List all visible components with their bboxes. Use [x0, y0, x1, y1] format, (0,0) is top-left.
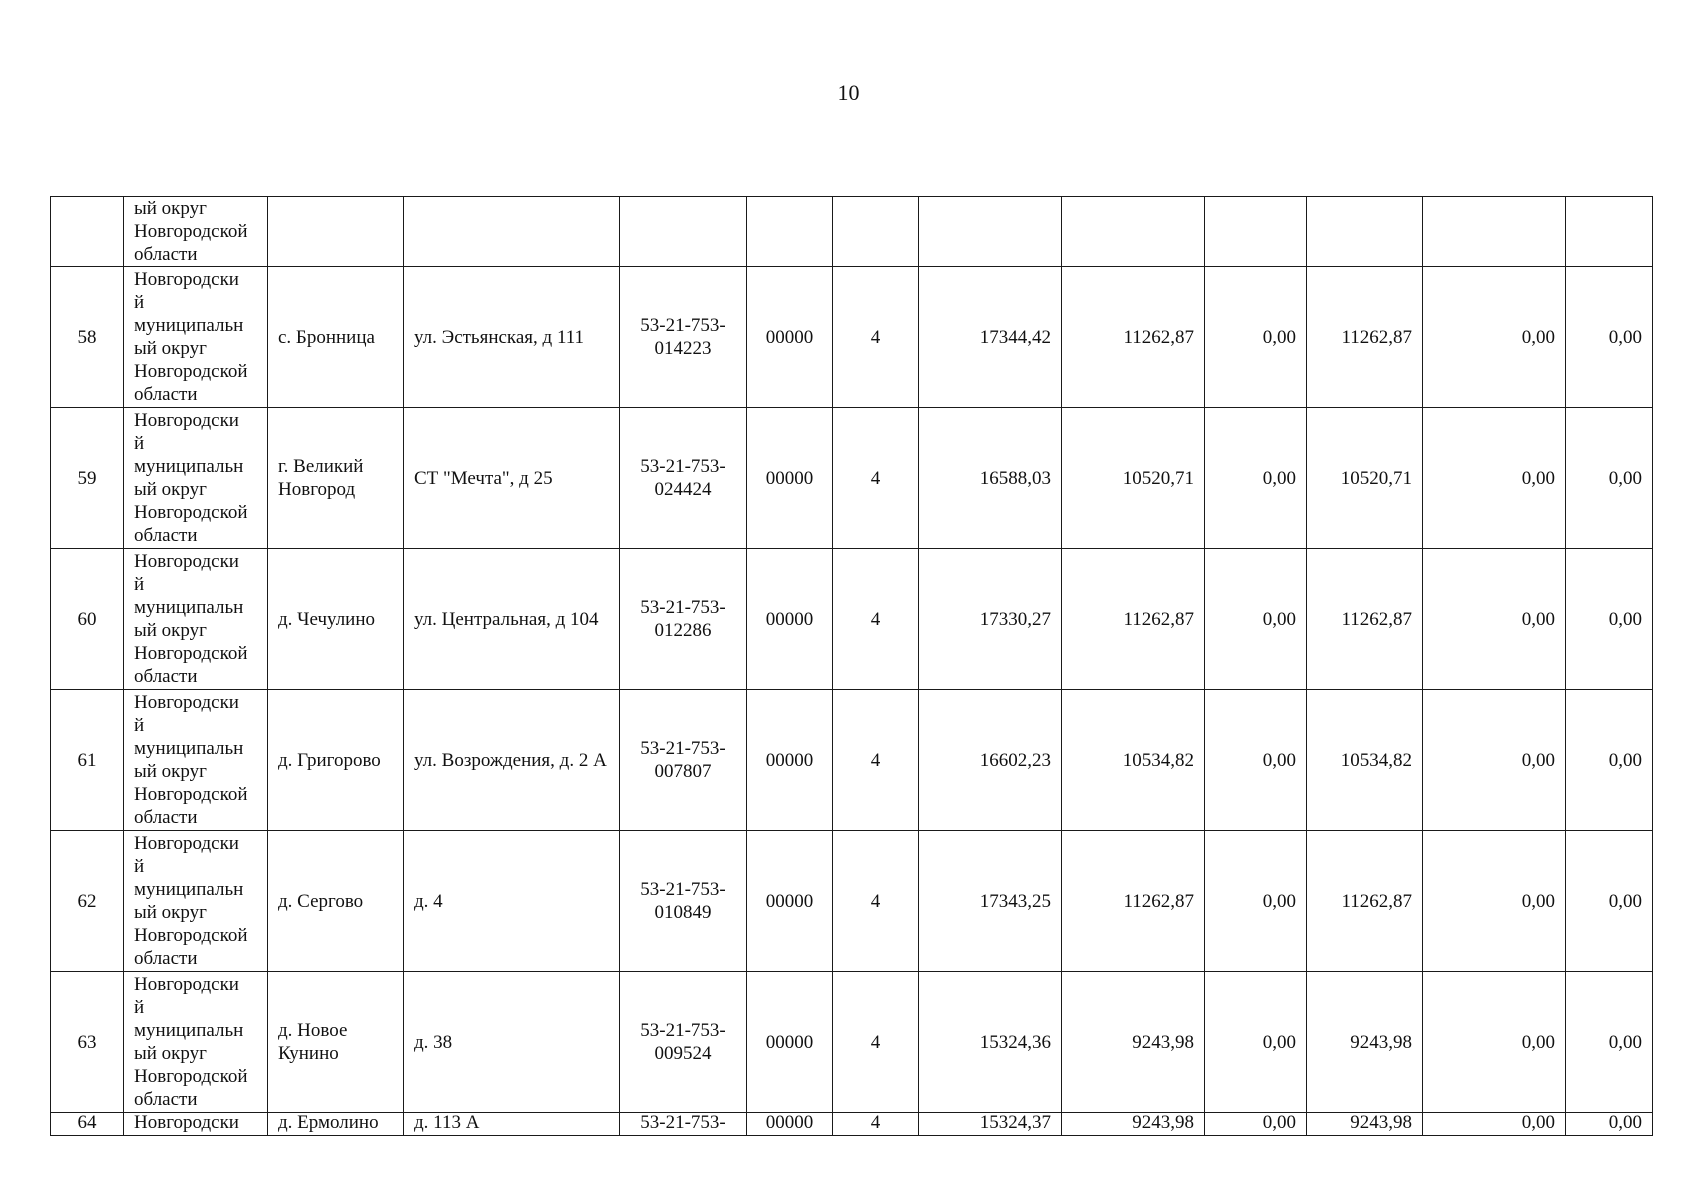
value-cell-1: 16588,03	[919, 408, 1062, 549]
data-table	[50, 196, 1653, 1136]
code-cell	[620, 197, 747, 267]
address-cell	[404, 197, 620, 267]
address-cell: СТ "Мечта", д 25	[404, 408, 620, 549]
municipality-cell: Новгородски	[124, 1113, 268, 1136]
value-cell-3: 0,00	[1205, 549, 1307, 690]
value-cell-6: 0,00	[1566, 831, 1653, 972]
value-cell-3: 0,00	[1205, 1113, 1307, 1136]
address-cell: ул. Эстьянская, д 111	[404, 267, 620, 408]
value-cell-5: 0,00	[1423, 1113, 1566, 1136]
category-cell	[833, 197, 919, 267]
value-cell-5: 0,00	[1423, 549, 1566, 690]
municipality-cell: Новгородски й муниципальн ый округ Новгородской области	[124, 690, 268, 831]
code-cell: 53-21-753-014223	[620, 267, 747, 408]
value-cell-6: 0,00	[1566, 267, 1653, 408]
value-cell-6: 0,00	[1566, 690, 1653, 831]
locality-cell: д. Григорово	[268, 690, 404, 831]
value-cell-5	[1423, 197, 1566, 267]
value-cell-1: 17330,27	[919, 549, 1062, 690]
municipality-cell: Новгородски й муниципальн ый округ Новгородской области	[124, 408, 268, 549]
value-cell-3: 0,00	[1205, 408, 1307, 549]
table-row	[51, 408, 1653, 549]
code-suffix-cell: 00000	[747, 1113, 833, 1136]
table-row	[51, 972, 1653, 1113]
value-cell-2: 9243,98	[1062, 1113, 1205, 1136]
value-cell-2: 10534,82	[1062, 690, 1205, 831]
value-cell-2: 11262,87	[1062, 549, 1205, 690]
address-cell: д. 4	[404, 831, 620, 972]
code-cell: 53-21-753-010849	[620, 831, 747, 972]
address-cell: ул. Возрождения, д. 2 А	[404, 690, 620, 831]
value-cell-4: 11262,87	[1307, 549, 1423, 690]
value-cell-1: 15324,36	[919, 972, 1062, 1113]
value-cell-2	[1062, 197, 1205, 267]
code-suffix-cell: 00000	[747, 972, 833, 1113]
category-cell: 4	[833, 408, 919, 549]
value-cell-3: 0,00	[1205, 690, 1307, 831]
category-cell: 4	[833, 690, 919, 831]
value-cell-5: 0,00	[1423, 972, 1566, 1113]
row-number-cell: 64	[51, 1113, 124, 1136]
row-number-cell: 58	[51, 267, 124, 408]
value-cell-5: 0,00	[1423, 267, 1566, 408]
row-number-cell	[51, 197, 124, 267]
code-cell: 53-21-753-007807	[620, 690, 747, 831]
code-suffix-cell: 00000	[747, 267, 833, 408]
value-cell-1	[919, 197, 1062, 267]
value-cell-3: 0,00	[1205, 267, 1307, 408]
value-cell-3: 0,00	[1205, 831, 1307, 972]
code-cell: 53-21-753-	[620, 1113, 747, 1136]
code-suffix-cell: 00000	[747, 831, 833, 972]
value-cell-1: 16602,23	[919, 690, 1062, 831]
value-cell-1: 17343,25	[919, 831, 1062, 972]
value-cell-6: 0,00	[1566, 549, 1653, 690]
category-cell: 4	[833, 831, 919, 972]
value-cell-4: 10534,82	[1307, 690, 1423, 831]
code-suffix-cell	[747, 197, 833, 267]
value-cell-1: 17344,42	[919, 267, 1062, 408]
table-row	[51, 831, 1653, 972]
address-cell: ул. Центральная, д 104	[404, 549, 620, 690]
code-suffix-cell: 00000	[747, 690, 833, 831]
municipality-cell: Новгородски й муниципальн ый округ Новгородской области	[124, 831, 268, 972]
value-cell-4: 9243,98	[1307, 972, 1423, 1113]
code-cell: 53-21-753-012286	[620, 549, 747, 690]
code-cell: 53-21-753-024424	[620, 408, 747, 549]
locality-cell: д. Сергово	[268, 831, 404, 972]
table-row	[51, 267, 1653, 408]
category-cell: 4	[833, 1113, 919, 1136]
value-cell-5: 0,00	[1423, 408, 1566, 549]
locality-cell: д. Новое Кунино	[268, 972, 404, 1113]
table-row	[51, 549, 1653, 690]
value-cell-4: 9243,98	[1307, 1113, 1423, 1136]
address-cell: д. 38	[404, 972, 620, 1113]
address-cell: д. 113 А	[404, 1113, 620, 1136]
row-number-cell: 60	[51, 549, 124, 690]
category-cell: 4	[833, 267, 919, 408]
locality-cell: с. Бронница	[268, 267, 404, 408]
locality-cell: д. Чечулино	[268, 549, 404, 690]
value-cell-4: 11262,87	[1307, 267, 1423, 408]
table-row	[51, 690, 1653, 831]
value-cell-5: 0,00	[1423, 831, 1566, 972]
locality-cell	[268, 197, 404, 267]
value-cell-4	[1307, 197, 1423, 267]
municipality-cell: ый округ Новгородской области	[124, 197, 268, 267]
municipality-cell: Новгородски й муниципальн ый округ Новгородской области	[124, 549, 268, 690]
locality-cell: д. Ермолино	[268, 1113, 404, 1136]
value-cell-1: 15324,37	[919, 1113, 1062, 1136]
value-cell-4: 11262,87	[1307, 831, 1423, 972]
code-suffix-cell: 00000	[747, 408, 833, 549]
value-cell-5: 0,00	[1423, 690, 1566, 831]
value-cell-2: 10520,71	[1062, 408, 1205, 549]
value-cell-4: 10520,71	[1307, 408, 1423, 549]
value-cell-2: 11262,87	[1062, 267, 1205, 408]
row-number-cell: 62	[51, 831, 124, 972]
value-cell-6: 0,00	[1566, 1113, 1653, 1136]
code-suffix-cell: 00000	[747, 549, 833, 690]
value-cell-6	[1566, 197, 1653, 267]
table-row	[51, 1113, 1653, 1136]
value-cell-3: 0,00	[1205, 972, 1307, 1113]
value-cell-6: 0,00	[1566, 408, 1653, 549]
row-number-cell: 63	[51, 972, 124, 1113]
value-cell-3	[1205, 197, 1307, 267]
table-row	[51, 197, 1653, 267]
municipality-cell: Новгородски й муниципальн ый округ Новгородской области	[124, 267, 268, 408]
municipality-cell: Новгородски й муниципальн ый округ Новгородской области	[124, 972, 268, 1113]
category-cell: 4	[833, 972, 919, 1113]
value-cell-2: 11262,87	[1062, 831, 1205, 972]
category-cell: 4	[833, 549, 919, 690]
row-number-cell: 61	[51, 690, 124, 831]
code-cell: 53-21-753-009524	[620, 972, 747, 1113]
value-cell-6: 0,00	[1566, 972, 1653, 1113]
row-number-cell: 59	[51, 408, 124, 549]
value-cell-2: 9243,98	[1062, 972, 1205, 1113]
locality-cell: г. Великий Новгород	[268, 408, 404, 549]
page-number: 10	[837, 80, 860, 105]
